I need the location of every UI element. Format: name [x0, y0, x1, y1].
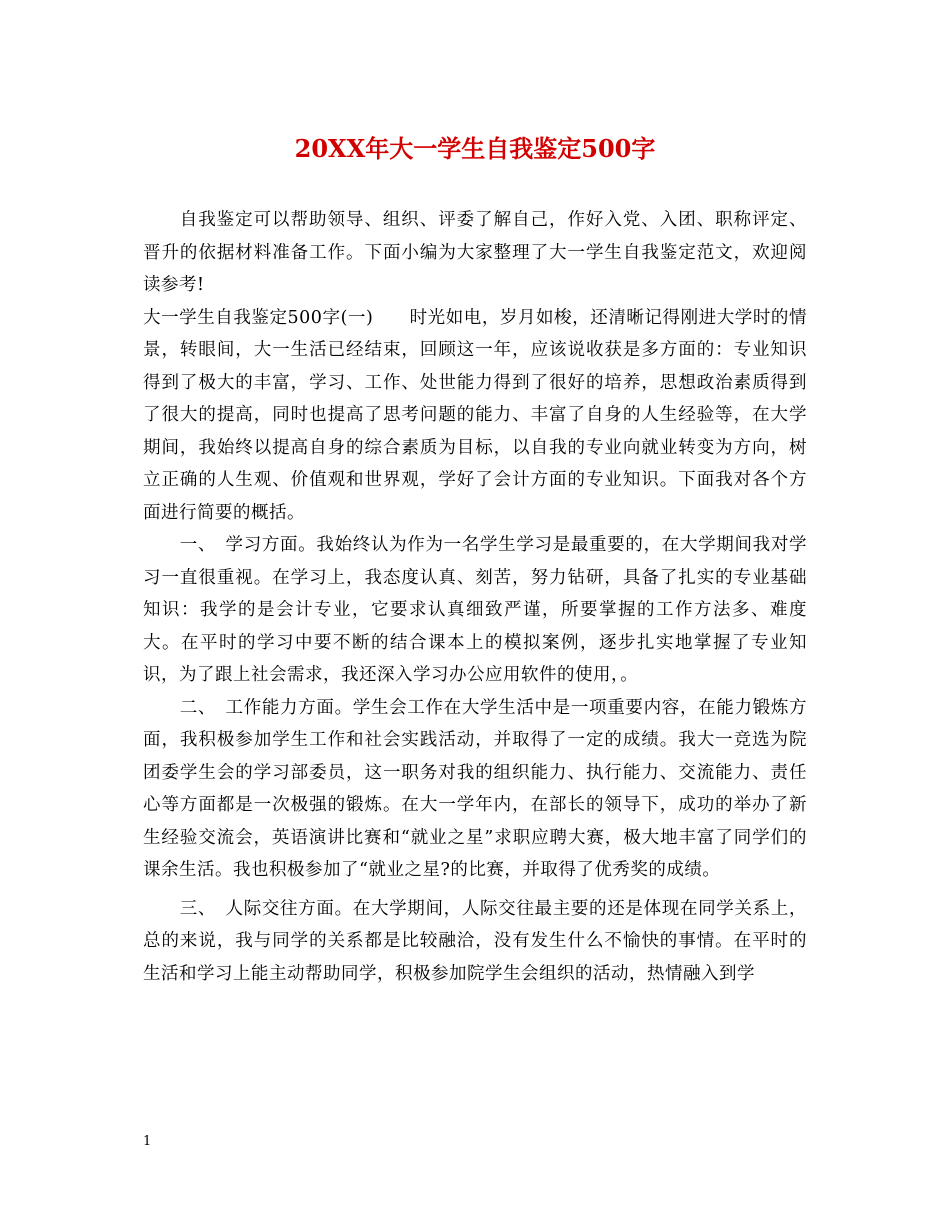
- document-title: 20XX年大一学生自我鉴定500字: [294, 134, 656, 163]
- work-ability-paragraph: 二、 工作能力方面。学生会工作在大学生活中是一项重要内容，在能力锻炼方面，我积极参加学生工作和社会实践活动，并取得了一定的成绩。我大一竞选为院团委学生会的学习部委员，这一职务对我的组织能力、执行能力、交流能力、责任心等方面都是一次极强的锻炼。在大一学年内，在部长的领导下，成功的举办了新生经验交流会，英语演讲比赛和“就业之星”求职应聘大赛，极大地丰富了同学们的课余生活。我也积极参加了“就业之星?的比赛，并取得了优秀奖的成绩。: [143, 697, 807, 880]
- interpersonal-paragraph: 三、 人际交往方面。在大学期间，人际交往最主要的还是体现在同学关系上，总的来说，我与同学的关系都是比较融洽，没有发生什么不愉快的事情。在平时的生活和学习上能主动帮助同学，积极参加院学生会组织的活动，热情融入到学: [143, 898, 807, 984]
- section-one-paragraph: 大一学生自我鉴定500字(一) 时光如电，岁月如梭，还清晰记得刚进大学时的情景，转眼间，大一生活已经结束，回顾这一年，应该说收获是多方面的：专业知识得到了极大的丰富，学习、工作、处世能力得到了很好的培养，思想政治素质得到了很大的提高，同时也提高了思考问题的能力、丰富了自身的人生经验等，在大学期间，我始终以提高自身的综合素质为目标，以自我的专业向就业转变为方向，树立正确的人生观、价值观和世界观，学好了会计方面的专业知识。下面我对各个方面进行简要的概括。: [143, 307, 807, 523]
- intro-paragraph: 自我鉴定可以帮助领导、组织、评委了解自己，作好入党、入团、职称评定、晋升的依据材料准备工作。下面小编为大家整理了大一学生自我鉴定范文，欢迎阅读参考!: [143, 210, 807, 295]
- page-number: 1: [143, 1134, 152, 1149]
- study-paragraph: 一、 学习方面。我始终认为作为一名学生学习是最重要的，在大学期间我对学习一直很重视。在学习上，我态度认真、刻苦，努力钻研，具备了扎实的专业基础知识：我学的是会计专业，它要求认真细致严谨，所要掌握的工作方法多、难度大。在平时的学习中要不断的结合课本上的模拟案例，逐步扎实地掌握了专业知识，为了跟上社会需求，我还深入学习办公应用软件的使用，。: [143, 535, 807, 685]
- document-body: [143, 204, 807, 990]
